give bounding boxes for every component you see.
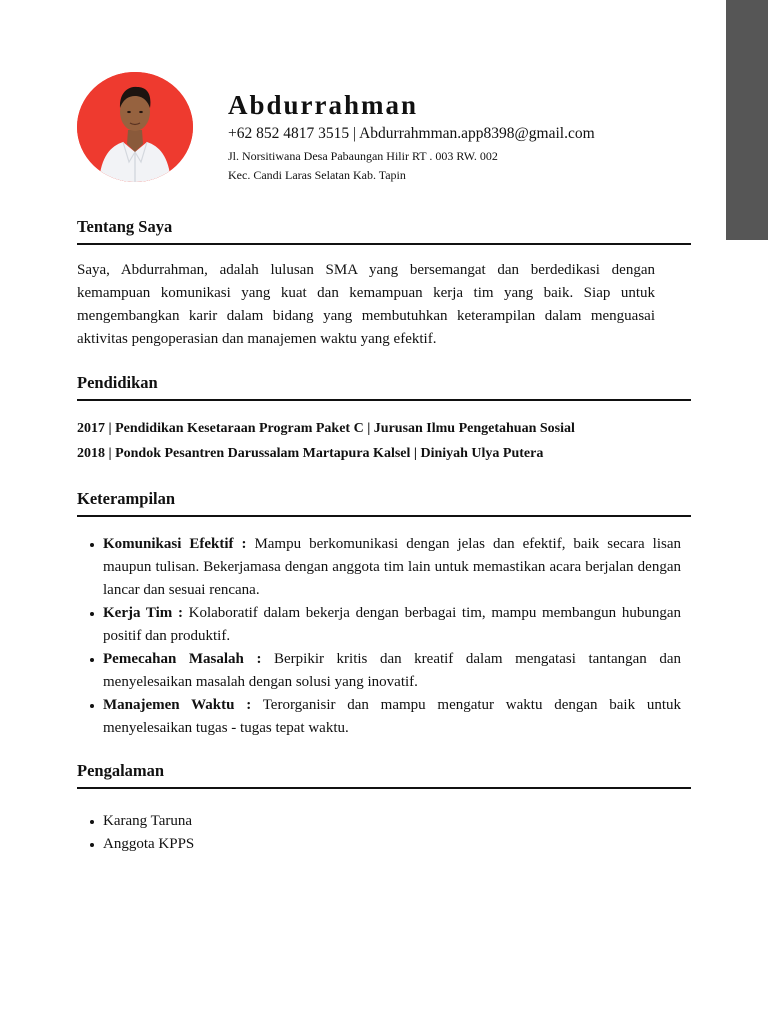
section-title-experience: Pengalaman bbox=[77, 763, 691, 789]
list-item bbox=[103, 602, 681, 648]
section-title-about: Tentang Saya bbox=[77, 219, 691, 245]
scrollbar-thumb[interactable] bbox=[726, 0, 768, 240]
skill-label: Komunikasi Efektif : bbox=[103, 536, 247, 552]
resume-header bbox=[77, 72, 697, 182]
section-title-skills: Keterampilan bbox=[77, 491, 691, 517]
list-item bbox=[103, 533, 681, 602]
list-item bbox=[103, 694, 681, 740]
skill-label: Manajemen Waktu : bbox=[103, 697, 252, 713]
skill-label: Kerja Tim : bbox=[103, 605, 183, 621]
skill-text: Terorganisir dan mampu mengatur waktu dengan baik untuk menyelesaikan tugas - tugas tepat waktu. bbox=[103, 697, 681, 736]
skill-text: Kolaboratif dalam bekerja dengan berbagai tim, mampu membangun hubungan positif dan produktif. bbox=[103, 605, 681, 644]
experience-list bbox=[77, 810, 681, 856]
address-line-2: Kec. Candi Laras Selatan Kab. Tapin bbox=[228, 168, 406, 182]
section-title-education: Pendidikan bbox=[77, 375, 691, 401]
education-item: 2017 | Pendidikan Kesetaraan Program Paket C | Jurusan Ilmu Pengetahuan Sosial bbox=[77, 421, 575, 436]
contact-line: +62 852 4817 3515 | Abdurrahmman.app8398@gmail.com bbox=[228, 125, 595, 142]
skill-text: Mampu berkomunikasi dengan jelas dan efektif, baik secara lisan maupun tulisan. Bekerjamasa dengan anggota tim lain untuk memastikan acara berjalan dengan lancar dan sesuai rencana. bbox=[103, 536, 681, 598]
skill-text: Berpikir kritis dan kreatif dalam mengatasi tantangan dan menyelesaikan masalah dengan solusi yang inovatif. bbox=[103, 651, 681, 690]
list-item: Anggota KPPS bbox=[103, 833, 681, 856]
candidate-name: Abdurrahman bbox=[228, 90, 419, 120]
address-line-1: Jl. Norsitiwana Desa Pabaungan Hilir RT . 003 RW. 002 bbox=[228, 149, 498, 163]
skill-label: Pemecahan Masalah : bbox=[103, 651, 262, 667]
about-paragraph: Saya, Abdurrahman, adalah lulusan SMA yang bersemangat dan berdedikasi dengan kemampuan komunikasi yang kuat dan kemampuan kerja tim yang baik. Siap untuk mengembangkan karir dalam bidang yang membutuhkan keterampilan dalam menguasai aktivitas pengoperasian dan manajemen waktu yang efektif. bbox=[77, 262, 655, 347]
education-item: 2018 | Pondok Pesantren Darussalam Martapura Kalsel | Diniyah Ulya Putera bbox=[77, 446, 544, 461]
profile-photo bbox=[77, 72, 193, 182]
list-item: Karang Taruna bbox=[103, 810, 681, 833]
skills-list bbox=[77, 533, 681, 740]
list-item bbox=[103, 648, 681, 694]
